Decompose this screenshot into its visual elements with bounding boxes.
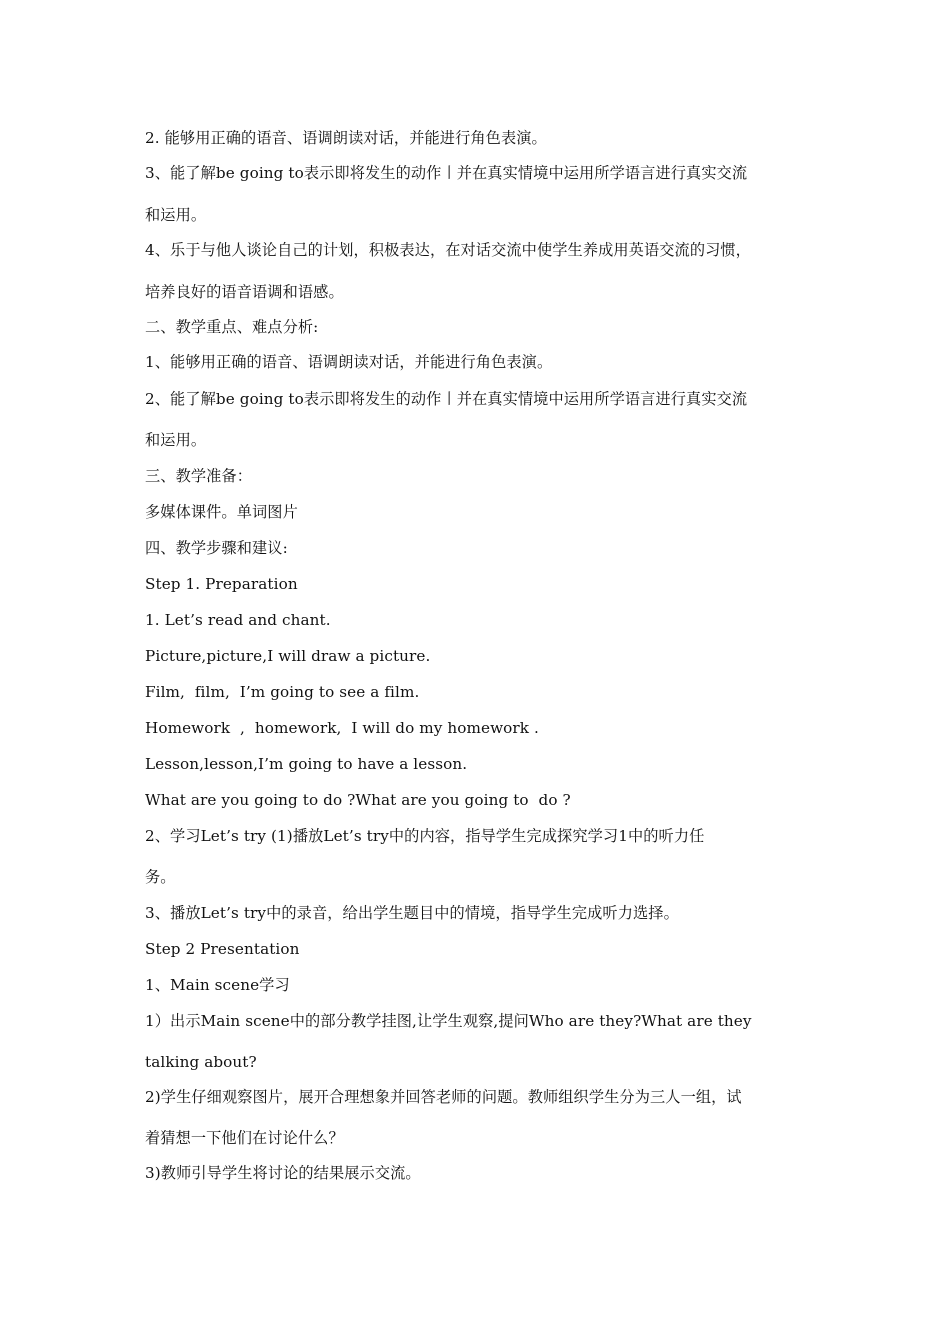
text-line: 2、能了解be going to表示即将发生的动作〡并在真实情境中运用所学语言进行真实交流 bbox=[145, 390, 748, 408]
text-line: 培养良好的语音语调和语感。 bbox=[145, 283, 344, 301]
text-line: 4、乐于与他人谈论自己的计划，积极表达，在对话交流中使学生养成用英语交流的习惯， bbox=[145, 241, 751, 259]
text-line: 1）出示Main scene中的部分教学挂图,让学生观察,提问Who are they?What are they bbox=[145, 1012, 752, 1030]
text-line: 1、Main scene学习 bbox=[145, 976, 290, 994]
chant-line: Picture,picture,I will draw a picture. bbox=[145, 647, 431, 665]
section-heading: 四、教学步骤和建议: bbox=[145, 539, 288, 557]
text-line: 务。 bbox=[145, 868, 176, 886]
section-heading: 三、教学准备： bbox=[145, 467, 253, 485]
section-heading: 二、教学重点、难点分析: bbox=[145, 318, 319, 336]
chant-line: Lesson,lesson,I’m going to have a lesson. bbox=[145, 755, 468, 773]
step-heading: Step 1. Preparation bbox=[145, 575, 298, 593]
text-line: 着猜想一下他们在讨论什么？ bbox=[145, 1129, 344, 1147]
text-line: 3、能了解be going to表示即将发生的动作〡并在真实情境中运用所学语言进行真实交流 bbox=[145, 164, 748, 182]
text-line: 1、能够用正确的语音、语调朗读对话，并能进行角色表演。 bbox=[145, 353, 553, 371]
text-line: 2、学习Let’s try (1)播放Let’s try中的内容，指导学生完成探究学习1中的听力任 bbox=[145, 827, 705, 845]
text-line: 多媒体课件。单词图片 bbox=[145, 503, 298, 521]
step-heading: Step 2 Presentation bbox=[145, 940, 300, 958]
text-line: 3)教师引导学生将讨论的结果展示交流。 bbox=[145, 1164, 421, 1182]
text-line: 和运用。 bbox=[145, 206, 207, 224]
chant-line: Homework , homework, I will do my homework . bbox=[145, 719, 539, 737]
text-line: 1. Let’s read and chant. bbox=[145, 611, 331, 629]
text-line: 2. 能够用正确的语音、语调朗读对话，并能进行角色表演。 bbox=[145, 129, 547, 147]
text-line: 和运用。 bbox=[145, 431, 207, 449]
chant-line: What are you going to do ?What are you going to do ? bbox=[145, 791, 571, 809]
chant-line: Film, film, I’m going to see a film. bbox=[145, 683, 420, 701]
text-line: talking about? bbox=[145, 1053, 257, 1071]
text-line: 2)学生仔细观察图片，展开合理想象并回答老师的问题。教师组织学生分为三人一组，试 bbox=[145, 1088, 742, 1106]
text-line: 3、播放Let’s try中的录音，给出学生题目中的情境，指导学生完成听力选择。 bbox=[145, 904, 679, 922]
